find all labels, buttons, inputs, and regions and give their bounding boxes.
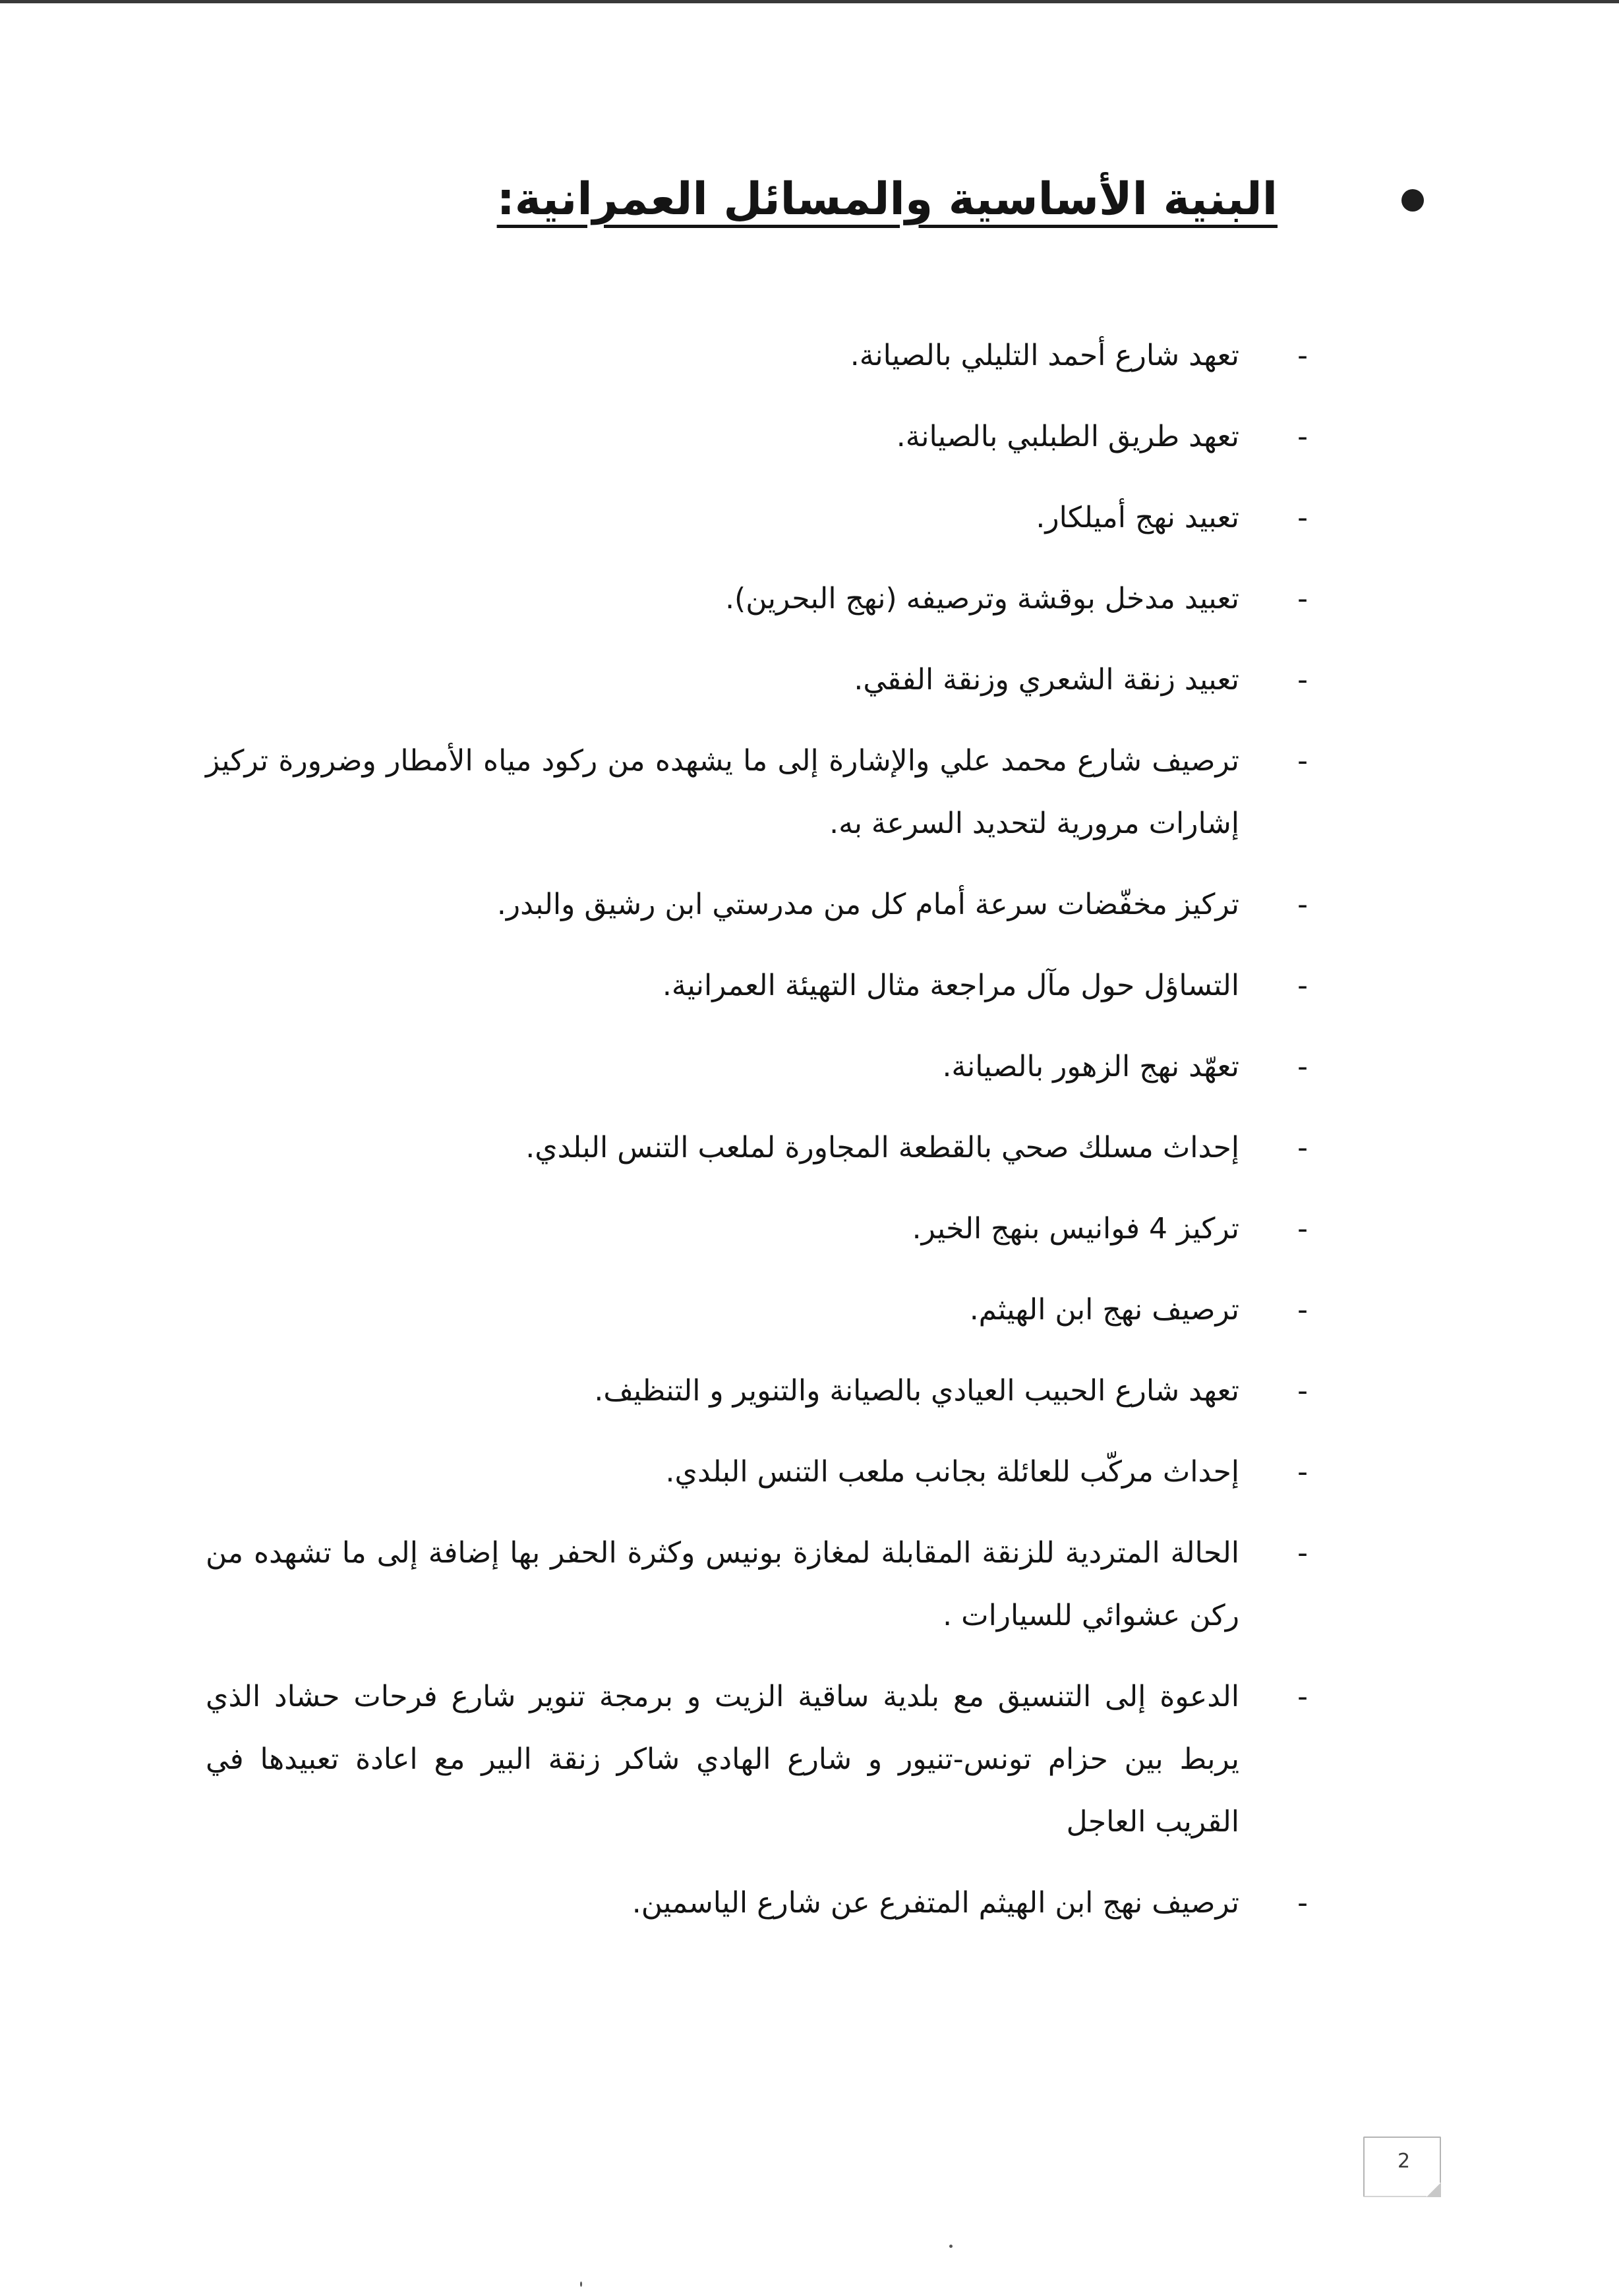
list-dash: - xyxy=(1297,888,1308,921)
list-item xyxy=(206,1441,1313,1503)
list-item xyxy=(206,954,1313,1017)
list-dash: - xyxy=(1297,420,1308,453)
list-dash: - xyxy=(1297,1536,1308,1570)
list-item-text: تعهد شارع الحبيب العيادي بالصيانة والتنوير و التنظيف. xyxy=(594,1374,1239,1408)
page-number-box xyxy=(1363,2137,1441,2197)
list-item-text: تعبيد زنقة الشعري وزنقة الفقي. xyxy=(854,663,1239,697)
list-dash: - xyxy=(1297,1212,1308,1246)
list-dash: - xyxy=(1297,1374,1308,1408)
list-item-text: الدعوة إلى التنسيق مع بلدية ساقية الزيت و برمجة تنوير شارع فرحات حشاد الذي يربط بين حزام تونس-تنيور و شارع الهادي شاكر زنقة البير مع اعادة تعبيدها في القريب العاجل xyxy=(206,1680,1239,1839)
list-item-text: تركيز مخفّضات سرعة أمام كل من مدرستي ابن رشيق والبدر. xyxy=(496,888,1239,921)
list-item xyxy=(206,648,1313,711)
list-item-text: إحداث مسلك صحي بالقطعة المجاورة لملعب التنس البلدي. xyxy=(525,1131,1239,1164)
list-item-text: ترصيف شارع محمد علي والإشارة إلى ما يشهده من ركود مياه الأمطار وضرورة تركيز إشارات مرورية لتحديد السرعة به. xyxy=(206,744,1239,840)
list-dash: - xyxy=(1297,1886,1308,1920)
list-item-text: ترصيف نهج ابن الهيثم المتفرع عن شارع الياسمين. xyxy=(632,1886,1239,1920)
scan-top-border xyxy=(0,0,1619,3)
list-item-text: ترصيف نهج ابن الهيثم. xyxy=(969,1293,1239,1327)
list-dash: - xyxy=(1297,1455,1308,1489)
list-item xyxy=(206,1035,1313,1098)
list-dash: - xyxy=(1297,663,1308,697)
list-item xyxy=(206,1278,1313,1341)
list-item-text: تعبيد نهج أميلكار. xyxy=(1036,501,1239,534)
list-dash: - xyxy=(1297,1293,1308,1327)
bullet-dot-icon xyxy=(1401,189,1424,212)
list-dash: - xyxy=(1297,582,1308,616)
list-item-text: تعهد شارع أحمد التليلي بالصيانة. xyxy=(850,339,1239,372)
page-number: 2 xyxy=(1398,2150,1411,2173)
section-title: البنية الأساسية والمسائل العمرانية: xyxy=(496,173,1278,225)
list-item-text: التساؤل حول مآل مراجعة مثال التهيئة العمرانية. xyxy=(662,969,1239,1002)
list-item xyxy=(206,1522,1313,1647)
list-dash: - xyxy=(1297,1131,1308,1164)
list-dash: - xyxy=(1297,339,1308,372)
list-item xyxy=(206,1197,1313,1260)
section-heading xyxy=(496,155,1424,247)
list-item xyxy=(206,567,1313,630)
list-item-text: تعبيد مدخل بوقشة وترصيفه (نهج البحرين). xyxy=(725,582,1239,616)
list-dash: - xyxy=(1297,969,1308,1002)
list-item xyxy=(206,1872,1313,1934)
list-item-text: تعهد طريق الطبلبي بالصيانة. xyxy=(896,420,1239,453)
list-item xyxy=(206,486,1313,549)
scan-speck xyxy=(949,2245,953,2248)
list-item xyxy=(206,324,1313,387)
scan-speck xyxy=(580,2282,582,2287)
item-list xyxy=(206,324,1313,1934)
list-item xyxy=(206,405,1313,468)
list-item-text: تركيز 4 فوانيس بنهج الخير. xyxy=(912,1212,1239,1246)
list-item xyxy=(206,730,1313,855)
list-dash: - xyxy=(1297,501,1308,534)
list-dash: - xyxy=(1297,1050,1308,1083)
list-item-text: إحداث مركّب للعائلة بجانب ملعب التنس البلدي. xyxy=(665,1455,1239,1489)
list-item xyxy=(206,873,1313,936)
list-item-text: الحالة المتردية للزنقة المقابلة لمغازة بونيس وكثرة الحفر بها إضافة إلى ما تشهده من ركن عشوائي للسيارات . xyxy=(206,1536,1239,1632)
list-item xyxy=(206,1665,1313,1853)
list-item-text: تعهّد نهج الزهور بالصيانة. xyxy=(942,1050,1239,1083)
list-item xyxy=(206,1360,1313,1422)
list-item xyxy=(206,1116,1313,1179)
list-dash: - xyxy=(1297,744,1308,778)
list-dash: - xyxy=(1297,1680,1308,1713)
